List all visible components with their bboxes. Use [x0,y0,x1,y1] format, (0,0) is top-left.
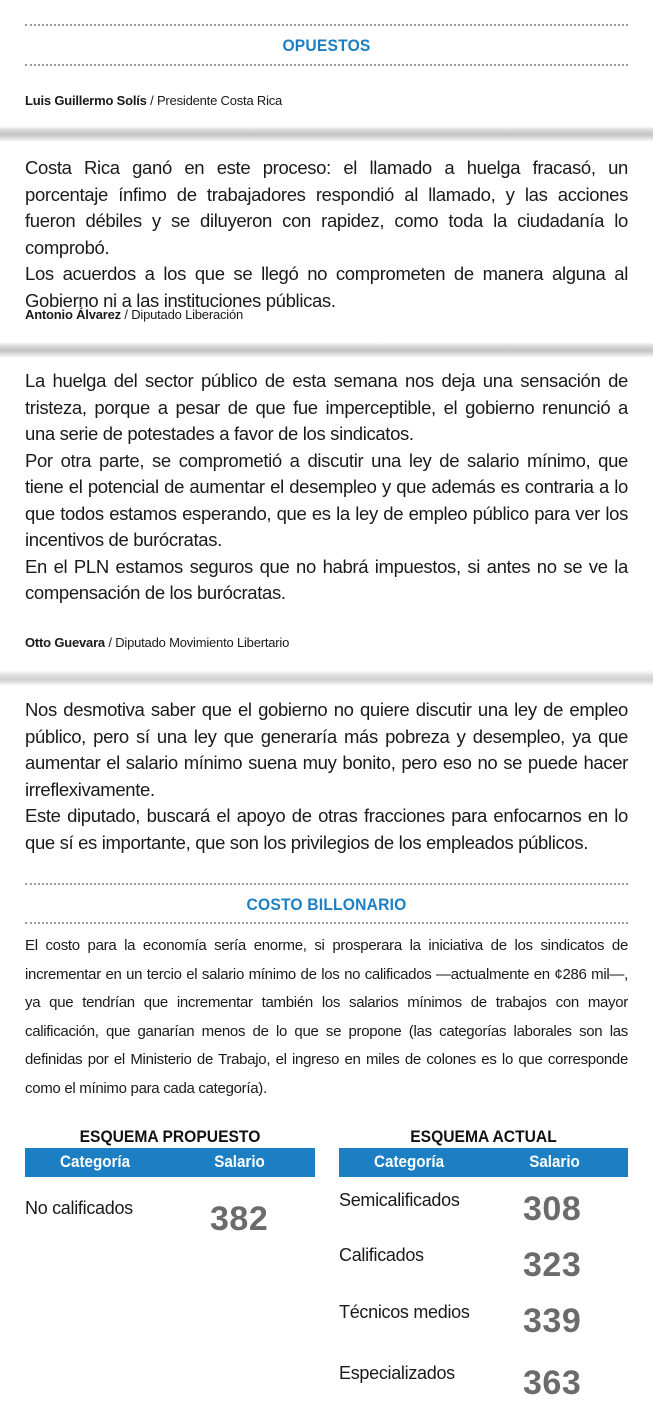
divider-opuestos-bottom [25,64,628,66]
table-propuesto-row-salary: 382 [210,1200,269,1238]
divider-costo-top [25,883,628,885]
table-actual-row-salary: 308 [523,1190,582,1228]
divider-costo-bottom [25,922,628,924]
quote-paragraph: La huelga del sector público de esta semana nos deja una sensación de tristeza, porque a pesar de que fue imperceptible, el gobierno renunció a una serie de potestades a favor de los sindicatos. [25,370,628,444]
table-actual-row-category: Semicalificados [339,1190,460,1210]
quote-paragraph: Nos desmotiva saber que el gobierno no quiere discutir una ley de empleo público, pero sí una ley que generaría más pobreza y desempleo, ya que aumentar el salario mínimo suena muy bonito, pero eso no se puede hacer irreflexivamente. [25,699,628,800]
speaker-1-role: / Presidente Costa Rica [150,93,283,108]
col-category-header: Categoría [374,1153,445,1171]
table-propuesto-title: ESQUEMA PROPUESTO [79,1127,261,1146]
separator-band-2 [0,342,653,358]
quote-paragraph: Los acuerdos a los que se llegó no comprometen de manera alguna al Gobierno ni a las instituciones públicas. [25,263,628,311]
section-title-opuestos: OPUESTOS [282,36,371,55]
section-title-costo: COSTO BILLONARIO [246,895,407,914]
table-actual-row-category: Especializados [339,1363,455,1383]
speaker-3-quote [25,697,628,856]
separator-band-3 [0,670,653,686]
speaker-3-name: Otto Guevara [25,635,105,650]
quote-paragraph: Por otra parte, se comprometió a discutir una ley de salario mínimo, que tiene el potencial de aumentar el desempleo y que además es contraria a lo que todos estamos esperando, que es la ley de empleo público para ver los incentivos de burócratas. [25,449,628,550]
speaker-1-quote [25,155,628,314]
table-actual-header [339,1148,628,1177]
col-category-header: Categoría [60,1153,131,1171]
speaker-2-role: / Diputado Liberación [124,307,244,322]
table-actual-row-category: Calificados [339,1245,424,1265]
table-actual-title: ESQUEMA ACTUAL [410,1127,557,1146]
table-propuesto-header [25,1148,315,1177]
speaker-1-byline [25,93,282,108]
table-actual-row-category: Técnicos medios [339,1302,470,1322]
speaker-3-byline [25,635,289,650]
table-actual-row-salary: 363 [523,1364,582,1402]
col-salary-header: Salario [529,1153,580,1171]
table-actual-row-salary: 323 [523,1246,582,1284]
separator-band-1 [0,126,653,142]
speaker-3-role: / Diputado Movimiento Libertario [108,635,290,650]
speaker-2-name: Antonio Álvarez [25,307,121,322]
table-actual-row-salary: 339 [523,1302,582,1340]
quote-paragraph: Costa Rica ganó en este proceso: el llamado a huelga fracasó, un porcentaje ínfimo de trabajadores respondió al llamado, y las acciones fueron débiles y se diluyeron con rapidez, como toda la ciudadanía lo comprobó. [25,157,628,258]
costo-description: El costo para la economía sería enorme, si prosperara la iniciativa de los sindicatos de incrementar en un tercio el salario mínimo de los no calificados —actualmente en ¢286 mil—, ya que tendrían que incrementar también los salarios mínimos de trabajos con mayor calificación, que ganarían menos de lo que se propone (las categorías laborales son las definidas por el Ministerio de Trabajo, el ingreso en miles de colones es lo que corresponde como el mínimo para cada categoría). [25,937,628,1097]
quote-paragraph: Este diputado, buscará el apoyo de otras fracciones para enfocarnos en lo que sí es importante, que son los privilegios de los empleados públicos. [25,805,628,853]
speaker-2-quote [25,368,628,607]
table-propuesto-row-category: No calificados [25,1198,133,1218]
divider-top [25,24,628,26]
speaker-1-name: Luis Guillermo Solís [25,93,147,108]
speaker-2-byline [25,307,243,322]
quote-paragraph: En el PLN estamos seguros que no habrá impuestos, si antes no se ve la compensación de los burócratas. [25,555,628,603]
col-salary-header: Salario [214,1153,265,1171]
